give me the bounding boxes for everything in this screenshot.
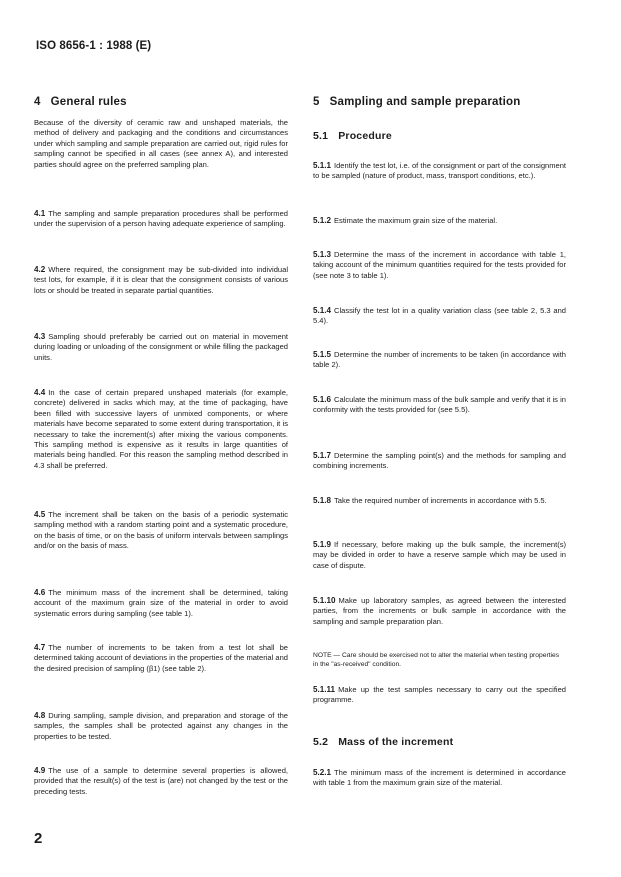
clause-5-1-3: 5.1.3 Determine the mass of the increment in accordance with table 1, taking account of the minimum quantities required for the tests provided for (see note 3 to table 1). (313, 250, 566, 280)
clause-4-8: 4.8 During sampling, sample division, and preparation and storage of the samples, the samples shall be protected against any changes in the properties to be tested. (34, 711, 288, 741)
subsection-number: 5.1 (313, 130, 329, 142)
section-4-heading (34, 92, 288, 110)
section-number: 5 (313, 96, 320, 108)
clause-4-7: 4.7 The number of increments to be taken from a test lot shall be determined taking account of deviations in the properties of the material and the desired precision of sampling (β1) (see table 2). (34, 643, 288, 673)
clause-5-2-1: 5.2.1 The minimum mass of the increment is determined in accordance with table 1 from the maximum grain size of the material. (313, 768, 566, 788)
clause-5-1-10: 5.1.10 Make up laboratory samples, as agreed between the interested parties, from the increments or bulk sample in accordance with the sampling and sample preparation plan. (313, 596, 566, 626)
clause-5-1-8: 5.1.8 Take the required number of increments in accordance with 5.5. (313, 496, 547, 505)
clause-5-1-11: 5.1.11 Make up the test samples necessary to carry out the specified programme. (313, 685, 566, 705)
subsection-number: 5.2 (313, 736, 329, 748)
clause-5-1-9: 5.1.9 If necessary, before making up the bulk sample, the increment(s) may be divided in order to have a reserve sample which may be used in case of dispute. (313, 540, 566, 570)
clause-4-9: 4.9 The use of a sample to determine several properties is allowed, provided that the result(s) of the test is (are) not changed by the test or the preceding tests. (34, 766, 288, 796)
clause-4-2: 4.2 Where required, the consignment may be sub-divided into individual test lots, for example, if it is clear that the consignment consists of various lots or should be treated in separate partial quantities. (34, 265, 288, 295)
clause-4-6: 4.6 The minimum mass of the increment shall be determined, taking account of the maximum grain size of the material in order to avoid systematic errors during sampling (see table 1). (34, 588, 288, 618)
document-header: ISO 8656-1 : 1988 (E) (36, 40, 152, 52)
page-number: 2 (34, 830, 43, 847)
section-4-intro: Because of the diversity of ceramic raw and unshaped materials, the method of delivery and packaging and the conditions and circumstances under which sampling and sample preparation are carried out, rigid rules for sampling cannot be specified in all cases (see annex A), and interested parties should agree on the preferred sampling plan. (34, 118, 288, 169)
clause-5-1-1: 5.1.1 Identify the test lot, i.e. of the consignment or part of the consignment to be sampled (nature of product, mass, transport conditions, etc.). (313, 161, 566, 181)
subsection-title: Mass of the increment (338, 736, 454, 748)
section-title: Sampling and sample preparation (329, 96, 521, 108)
clause-4-1: 4.1 The sampling and sample preparation procedures shall be performed under the supervision of a person having adequate experience of sampling. (34, 209, 288, 229)
subsection-title: Procedure (338, 130, 392, 142)
clause-5-1-5: 5.1.5 Determine the number of increments to be taken (in accordance with table 2). (313, 350, 566, 370)
clause-4-3: 4.3 Sampling should preferably be carried out on material in movement during loading or unloading of the consignment or while filling the packaged units. (34, 332, 288, 362)
clause-5-1-7: 5.1.7 Determine the sampling point(s) and the methods for sampling and combining increments. (313, 451, 566, 471)
subsection-5-2-heading (313, 732, 566, 750)
clause-5-1-6: 5.1.6 Calculate the minimum mass of the bulk sample and verify that it is in conformity with the tests provided for (see 5.5). (313, 395, 566, 415)
clause-5-1-2: 5.1.2 Estimate the maximum grain size of the material. (313, 216, 498, 225)
section-title: General rules (50, 96, 127, 108)
clause-5-1-4: 5.1.4 Classify the test lot in a quality variation class (see table 2, 5.3 and 5.4). (313, 306, 566, 326)
clause-4-5: 4.5 The increment shall be taken on the basis of a periodic systematic sampling method with a random starting point and a systematic procedure, on the basis of time, or on the basis of uniform intervals between samplings and/or on the basis of mass. (34, 510, 288, 551)
clause-4-4: 4.4 In the case of certain prepared unshaped materials (for example, concrete) delivered in sacks which may, at the time of packaging, have been filled with successive layers of unmixed components, or where materials have become separated to some extent during transportation, it is necessary to take the increment(s) after mixing the various components. This sampling method is expensive as it results in large quantities of materials being handled. For this reason the sampling method described in 4.3 shall be preferred. (34, 388, 288, 470)
section-number: 4 (34, 96, 41, 108)
subsection-5-1-heading (313, 126, 566, 144)
note: NOTE — Care should be exercised not to alter the material when testing properties in the "as-received" condition. (313, 652, 560, 669)
section-5-heading (313, 92, 566, 110)
